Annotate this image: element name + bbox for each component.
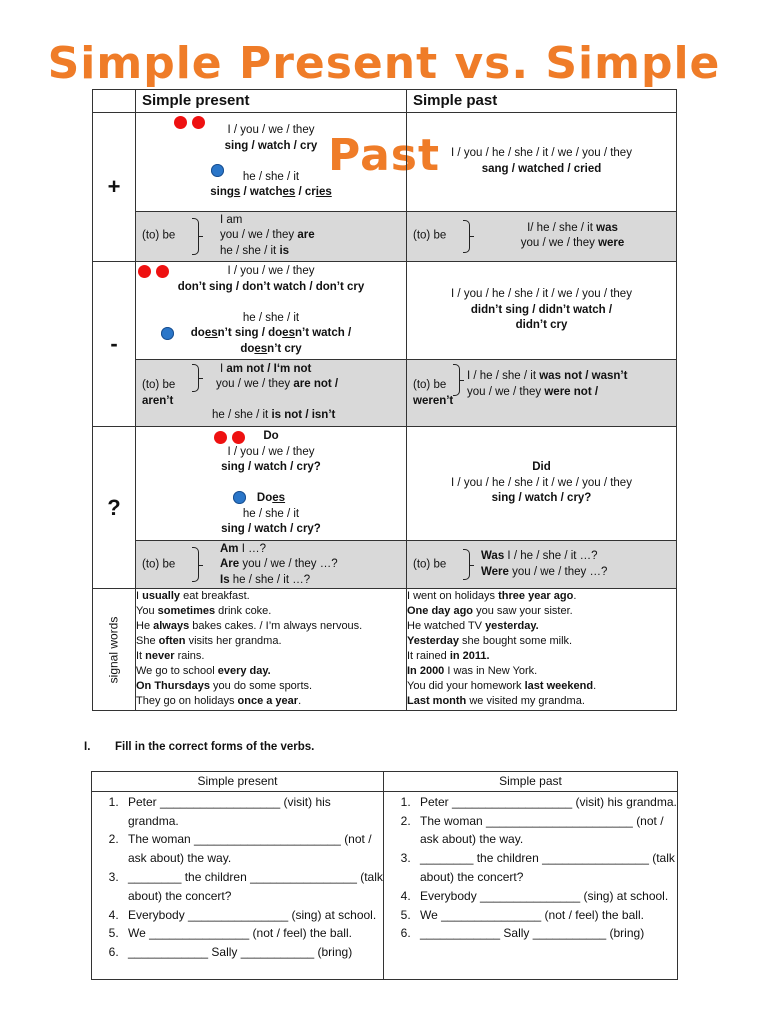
- brace-icon: [463, 549, 470, 580]
- positive-present-cell: I / you / we / they sing / watch / cry he / she / it sings / watches / cries: [136, 113, 407, 211]
- brace-icon: [463, 220, 470, 253]
- blue-dot-icon: [161, 327, 174, 340]
- signal-sentence: It rained in 2011.: [407, 650, 490, 663]
- signal-sentence: Yesterday she bought some milk.: [407, 635, 573, 648]
- positive-tobe-present: (to) be I am you / we / they are he / she / it is: [136, 211, 407, 261]
- signal-sentence: They go on holidays once a year.: [136, 695, 302, 708]
- positive-past-cell: I / you / he / she / it / we / you / they sang / watched / cried: [407, 113, 677, 211]
- exercise-item[interactable]: 3. ________ the children ________________ (talk about) the concert?: [414, 849, 677, 887]
- signal-sentence: He watched TV yesterday.: [407, 620, 539, 633]
- signal-words-past: [407, 589, 677, 711]
- signal-sentence: On Thursdays you do some sports.: [136, 680, 313, 693]
- exercise-item[interactable]: 5. We _______________ (not / feel) the ball.: [122, 924, 383, 943]
- brace-icon: [192, 218, 199, 255]
- blue-dot-icon: [233, 491, 246, 504]
- signal-sentence: We go to school every day.: [136, 665, 271, 678]
- exercise-item[interactable]: 2. The woman ______________________ (not / ask about) the way.: [414, 812, 677, 850]
- exercise-item[interactable]: 3. ________ the children ________________ (talk about) the concert?: [122, 868, 383, 906]
- positive-symbol: +: [93, 113, 136, 262]
- signal-sentence: She often visits her grandma.: [136, 635, 282, 648]
- exercise-heading: I. Fill in the correct forms of the verbs.: [84, 741, 315, 753]
- negative-present-cell: I / you / we / they don’t sing / don’t watch / don’t cry he / she / it doesn’t sing / doesn’t watch / doesn’t cry: [136, 261, 407, 359]
- exercise-item[interactable]: 5. We _______________ (not / feel) the ball.: [414, 906, 677, 925]
- signal-sentence: It never rains.: [136, 650, 205, 663]
- exercise-item[interactable]: 2. The woman ______________________ (not / ask about) the way.: [122, 830, 383, 868]
- exercise-item[interactable]: 4. Everybody _______________ (sing) at school.: [122, 906, 383, 925]
- red-dot-icon: [232, 431, 245, 444]
- red-dot-icon: [138, 265, 151, 278]
- exercise-item[interactable]: 4. Everybody _______________ (sing) at school.: [414, 887, 677, 906]
- red-dot-icon: [156, 265, 169, 278]
- signal-sentence: You did your homework last weekend.: [407, 680, 597, 693]
- page-title: Simple Present vs. Simple Past: [47, 38, 721, 181]
- exercise-past-column: [384, 791, 678, 979]
- negative-tobe-present: (to) be aren’t I am not / I‘m not you / we / they are not / he / she / it is not / isn’t: [136, 360, 407, 426]
- corner-cell: [93, 90, 136, 113]
- question-tobe-present: (to) be Am I …? Are you / we / they …? Is he / she / it …?: [136, 541, 407, 589]
- signal-words-label-cell: signal words: [93, 589, 136, 711]
- signal-sentence: Last month we visited my grandma.: [407, 695, 585, 708]
- signal-sentence: I went on holidays three year ago.: [407, 590, 577, 603]
- signal-sentence: In 2000 I was in New York.: [407, 665, 538, 678]
- brace-icon: [192, 364, 199, 391]
- signal-sentence: You sometimes drink coke.: [136, 605, 272, 618]
- negative-tobe-past: (to) be weren’t I / he / she / it was not / wasn’t you / we / they were not /: [407, 360, 677, 426]
- brace-icon: [453, 364, 460, 395]
- negative-past-cell: I / you / he / she / it / we / you / they didn’t sing / didn’t watch / didn’t cry: [407, 261, 677, 359]
- exercise-item[interactable]: 6. ____________ Sally ___________ (bring): [414, 924, 677, 943]
- exercise-item[interactable]: 6. ____________ Sally ___________ (bring): [122, 943, 383, 962]
- header-simple-past: Simple past: [407, 90, 677, 113]
- exercise-item[interactable]: 1. Peter __________________ (visit) his grandma.: [122, 793, 383, 831]
- signal-words-present: [136, 589, 407, 711]
- question-past-cell: Did I / you / he / she / it / we / you / they sing / watch / cry?: [407, 426, 677, 541]
- brace-icon: [192, 547, 199, 582]
- header-simple-present: Simple present: [136, 90, 407, 113]
- question-tobe-past: (to) be Was I / he / she / it …? Were you / we / they …?: [407, 541, 677, 589]
- signal-sentence: One day ago you saw your sister.: [407, 605, 573, 618]
- signal-sentence: I usually eat breakfast.: [136, 590, 250, 603]
- red-dot-icon: [214, 431, 227, 444]
- exercise-header-past: Simple past: [384, 772, 678, 792]
- question-present-cell: Do I / you / we / they sing / watch / cry? Does he / she / it sing / watch / cry?: [136, 426, 407, 541]
- question-symbol: ?: [93, 426, 136, 589]
- positive-tobe-past: (to) be I/ he / she / it was you / we / they were: [407, 211, 677, 261]
- grammar-table: [92, 89, 677, 711]
- exercise-present-column: [92, 791, 384, 979]
- exercise-header-present: Simple present: [92, 772, 384, 792]
- negative-symbol: -: [93, 261, 136, 426]
- signal-sentence: He always bakes cakes. / I’m always nervous.: [136, 620, 363, 633]
- exercise-item[interactable]: 1. Peter __________________ (visit) his grandma.: [414, 793, 677, 812]
- exercise-table: [91, 771, 678, 980]
